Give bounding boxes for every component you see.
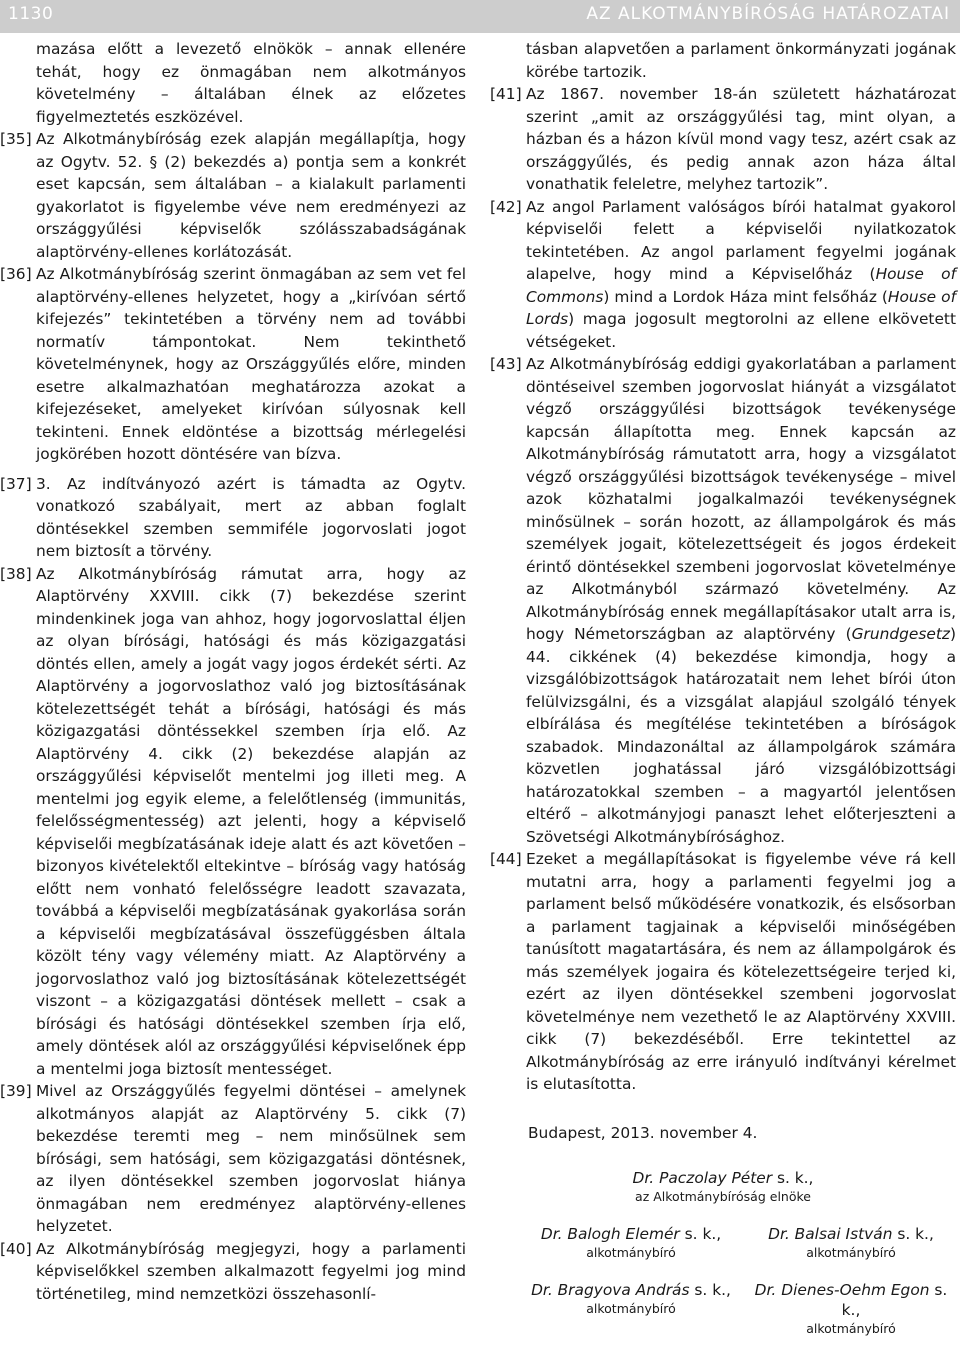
left-intro: mazása előtt a levezető elnökök – annak ellenére tehát, hogy ez önmagában nem alkotmányos követelmény – általában élnek az előzetes figyelmeztetés eszközével. <box>36 40 466 126</box>
paragraph-text: ) 44. cikkének (4) bekezdése kimondja, hogy a vizsgálóbizottságok határozatait nem lehet bírói úton felülvizsgálni, és a vizsgálat alapjául szolgáló tények elbírálása és megítélése tekintetében a bíróságok szabadok. Mindazonáltal az állampolgárok számára közvetlen joghatással járó vizsgálóbizottsági határozatokkal szemben – a magyartól jelentősen eltérő – alkotmányjogi panaszt lehet előterjeszteni a Szövetségi Alkotmánybírósághoz. <box>526 625 956 846</box>
signer-name: Dr. Dienes-Oehm Egon <box>754 1281 930 1299</box>
paragraph-text: Az 1867. november 18-án született házhatározat szerint „amit az országgyűlési tag, mint olyan, a házban és a házon kívül mond vagy tesz, azért csak az országgyűlés, és pedig annak azon háza által vonathatik feleletre, melyhez tartozik”. <box>526 85 956 193</box>
italic-term: House of Commons <box>526 265 956 306</box>
signer-name: Dr. Paczolay Péter <box>632 1169 773 1187</box>
signer-role: az Alkotmánybíróság elnöke <box>635 1189 811 1204</box>
paragraph-42 <box>490 196 956 354</box>
paragraph-37 <box>0 473 466 563</box>
running-header <box>0 0 960 33</box>
paragraph-number: [38] <box>0 564 32 583</box>
paragraph-number: [43] <box>490 355 522 373</box>
signer-role: alkotmánybíró <box>806 1321 896 1336</box>
paragraph-text: ) mind a Lordok Háza mint felsőház ( <box>603 287 888 306</box>
right-column <box>490 38 956 1338</box>
paragraph-text: Az Alkotmánybíróság rámutat arra, hogy az Alaptörvény XXVIII. cikk (7) bekezdése szerint mindenkinek joga van ahhoz, hogy jogorvoslattal éljen az olyan bírósági, hatósági és más közigazgatási döntés ellen, amely a jogát vagy jogos érdekét sérti. Az Alaptörvény a jogorvoslathoz való jog biztosításának kötelezettségét tehát a bírósági, hatósági és más közigazgatási döntéssekkel szemben írja elő. Az Alaptörvény 4. cikk (2) bekezdése alapján az országgyűlési képviselőt mentelmi jog illeti meg. A mentelmi jog egyik eleme, a felelőtlenség (immunitás, felelősségmentesség) azt jelenti, hogy a képviselő képviselői megbízatásának ideje alatt és azt követően – bizonyos kivételektől eltekintve – bíróság vagy hatóság előtt nem vonható felelősségre leadott szavazata, továbbá a képviselői megbízatásának gyakorlása során a képviselői megbízatásával összefüggésben általa közölt tény vagy vélemény miatt. Az Alaptörvény a jogorvoslathoz való jog biztosításának kötelezettségét viszont – a közigazgatási döntések mellett – csak a bírósági és hatósági döntésekkel szemben írja elő, amely döntések alól az országgyűlési képviselőnek épp a mentelmi joga biztosít mentességet. <box>36 564 466 1078</box>
page-number: 1130 <box>8 4 54 24</box>
paragraph-text: Az angol Parlament valóságos bírói hatalmat gyakorol képviselői felett a képviselői nyilatkozatok tekintetében. Az angol parlament fegyelmi jogának alapelve, hogy mind a Képviselőház ( <box>526 197 956 283</box>
signer-suffix: s. k., <box>841 1281 948 1319</box>
decision-date: Budapest, 2013. november 4. <box>528 1123 758 1142</box>
paragraph-number: [35] <box>0 130 32 148</box>
paragraph-35 <box>0 128 466 263</box>
paragraph-text: Az Alkotmánybíróság eddigi gyakorlatában a parlament döntéseivel szemben jogorvoslat hiányát a vizsgálatot végző országgyűlési bizottságok tevékenysége kapcsán állapította meg. Ennek kapcsán az Alkotmánybíróság rámutatott arra, hogy a vizsgálatot végző országgyűlési bizottságok tevékenysége – mivel azok közhatalmi jogalkalmazói tevékenységnek minősülnek – során hozott, az állampolgárok és más személyek jogait, kötelezettségeit és jogos érdekeit érintő döntésekkel szembeni jogorvoslat követelménye az Alkotmányból származó követelmény. Az Alkotmánybíróság ennek megállapításakor utalt arra is, hogy Németországban az alaptörvény ( <box>526 355 956 643</box>
paragraph-36 <box>0 263 466 466</box>
signer-suffix: s. k., <box>689 1281 731 1299</box>
paragraph-number: [40] <box>0 1239 32 1258</box>
italic-term: Grundgesetz <box>851 625 950 643</box>
paragraph-number: [44] <box>490 850 522 868</box>
paragraph-40 <box>0 1238 466 1306</box>
running-title: AZ ALKOTMÁNYBÍRÓSÁG HATÁROZATAI <box>586 4 950 24</box>
paragraph-44 <box>490 848 956 1096</box>
signature-judge <box>746 1280 956 1338</box>
signer-suffix: s. k., <box>679 1225 722 1243</box>
paragraph-text: Az Alkotmánybíróság ezek alapján megállapítja, hogy az Ogytv. 52. § (2) bekezdés a) pontja sem a konkrét eset kapcsán, sem általában – a kialakult parlamenti gyakorlatot is figyelembe véve nem eredményezi az országgyűlési képviselők szólásszabadságának alaptörvény-ellenes korlátozását. <box>36 130 466 261</box>
signer-name: Dr. Balogh Elemér <box>540 1225 680 1243</box>
paragraph-number: [37] <box>0 474 32 493</box>
signer-suffix: s. k., <box>772 1169 814 1187</box>
paragraph-text: Mivel az Országgyűlés fegyelmi döntései – amelynek alkotmányos alapját az Alaptörvény 5. cikk (7) bekezdése teremti meg – nem minősülnek sem bírósági, sem hatósági, sem közigazgatási döntésnek, az ilyen döntésekkel szemben jogorvoslat hiánya önmagában nem eredményez alaptörvény-ellenes helyzetet. <box>36 1082 466 1235</box>
signature-judge <box>526 1224 736 1262</box>
paragraph-number: [42] <box>490 197 522 216</box>
signer-suffix: s. k., <box>892 1225 934 1243</box>
paragraph-39 <box>0 1080 466 1238</box>
signature-judge <box>746 1224 956 1262</box>
paragraph-43 <box>490 353 956 848</box>
paragraph-number: [39] <box>0 1082 32 1100</box>
signature-row-1 <box>490 1224 956 1262</box>
signer-name: Dr. Bragyova András <box>531 1281 690 1299</box>
paragraph-text: Az Alkotmánybíróság szerint önmagában az sem vet fel alaptörvény-ellenes helyzetet, hogy a „kirívóan sértő kifejezés” tekintetében a törvény nem ad további normatív támpontokat. Nem tekinthető követelménynek, hogy az Országgyűlés előre, minden esetre alkalmazhatóan meghatározza azokat a kifejezéseket, amelyeket kirívóan súlyosnak kell tekinteni. Ennek eldöntése a bizottság mérlegelési jogkörében hozott döntésére van bízva. <box>36 265 466 463</box>
paragraph-text: ) maga jogosult megtorolni az ellene elkövetett vétségeket. <box>526 310 956 351</box>
left-column <box>0 38 466 1305</box>
paragraph-number: [36] <box>0 265 32 283</box>
paragraph-text: 3. Az indítványozó azért is támadta az Ogytv. vonatkozó szabályait, mert az abban foglalt döntésekkel szemben semmiféle jogorvoslati jogot nem biztosít a törvény. <box>36 474 466 560</box>
paragraph-text: Az Alkotmánybíróság megjegyzi, hogy a parlamenti képviselőkkel szemben alkalmazott fegyelmi jog mind történetileg, mind nemzetközi összehasonlí- <box>36 1239 466 1303</box>
signature-judge <box>526 1280 736 1338</box>
signer-role: alkotmánybíró <box>586 1301 676 1316</box>
right-intro: tásban alapvetően a parlament önkormányzati jogának körébe tartozik. <box>526 40 956 81</box>
paragraph-text: Ezeket a megállapításokat is figyelembe véve rá kell mutatni arra, hogy a parlamenti fegyelmi jog a parlament belső működésére vonatkozik, és elsősorban a parlament tagjainak a képviselői minőségében tanúsított magatartására, és nem az állampolgárok és más személyek jogaira és kötelezettségeire terjed ki, ezért az ilyen döntésekkel szembeni jogorvoslat követelménye nem vezethető le az Alaptörvény XXVIII. cikk (7) bekezdéséből. Erre tekintettel az Alkotmánybíróság az erre irányuló indítványi kérelmet is elutasította. <box>526 850 956 1093</box>
signer-role: alkotmánybíró <box>586 1245 676 1260</box>
paragraph-38 <box>0 563 466 1081</box>
paragraph-41 <box>490 83 956 196</box>
signer-role: alkotmánybíró <box>806 1245 896 1260</box>
italic-term: House of Lords <box>526 287 956 328</box>
signature-president <box>490 1168 956 1206</box>
signature-row-2 <box>490 1280 956 1338</box>
signer-name: Dr. Balsai István <box>768 1225 893 1243</box>
paragraph-number: [41] <box>490 85 522 103</box>
